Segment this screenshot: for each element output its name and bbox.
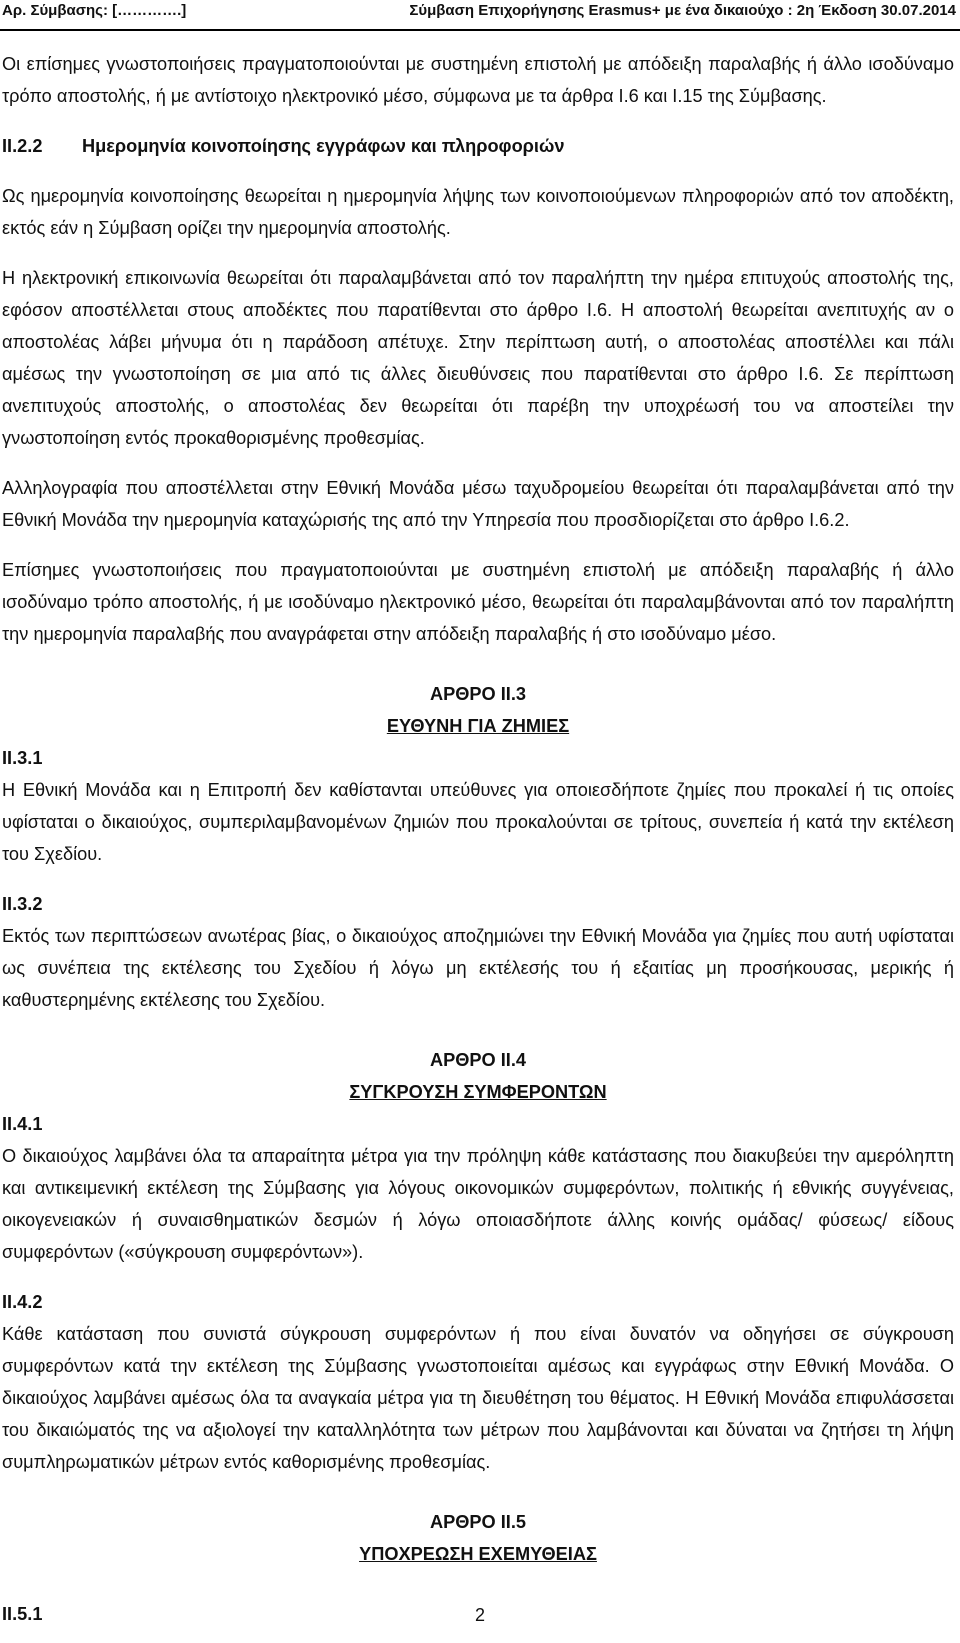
article-ii-4-title: ΑΡΘΡΟ II.4: [429, 1050, 527, 1070]
clause-ii-5-1-number: II.5.1: [2, 1604, 43, 1624]
clause-ii-3-1-number: II.3.1: [2, 748, 43, 768]
article-ii-5-title: ΑΡΘΡΟ II.5: [429, 1512, 527, 1532]
document-body: [2, 48, 954, 1630]
clause-ii-4-1-text: Ο δικαιούχος λαμβάνει όλα τα απαραίτητα μέτρα για την πρόληψη κάθε κατάστασης που διακυβεύει την αμερόληπτη και αντικειμενική εκτέλεση της Σύμβασης για λόγους οικονομικών συμφερόντων, πολιτικής ή εθνικής συγγένειας, οικογενειακών ή συναισθηματικών δεσμών ή λόγω οποιασδήποτε άλλης κοινής ομάδας/ φύσεως/ είδους συμφερόντων («σύγκρουση συμφερόντων»).: [2, 1146, 954, 1262]
page-header: [2, 2, 956, 22]
paragraph-official-notifications: Οι επίσημες γνωστοποιήσεις πραγματοποιούνται με συστημένη επιστολή με απόδειξη παραλαβής ή άλλο ισοδύναμο τρόπο αποστολής, ή με αντίστοιχο ηλεκτρονικό μέσο, σύμφωνα με τα άρθρα I.6 και I.15 της Σύμβασης.: [2, 54, 954, 106]
section-heading-ii-2-2: [2, 130, 954, 162]
article-ii-4-subtitle: ΣΥΓΚΡΟΥΣΗ ΣΥΜΦΕΡΟΝΤΩΝ: [349, 1082, 607, 1102]
page-number: 2: [474, 1605, 485, 1625]
paragraph-postal-mail: Αλληλογραφία που αποστέλλεται στην Εθνική Μονάδα μέσω ταχυδρομείου θεωρείται ότι παραλαμβάνεται από την Εθνική Μονάδα την ημερομηνία καταχώρισής της από την Υπηρεσία που προσδιορίζεται στο άρθρο I.6.2.: [2, 478, 954, 530]
clause-ii-3-2-text: Εκτός των περιπτώσεων ανωτέρας βίας, ο δικαιούχος αποζημιώνει την Εθνική Μονάδα για ζημίες που αυτή υφίσταται ως συνέπεια της εκτέλεσης του Σχεδίου ή λόγω μη εκτέλεσής του ή εξαιτίας μη προσήκουσας, μερικής ή καθυστερημένης εκτέλεσης του Σχεδίου.: [2, 926, 954, 1010]
section-number: II.2.2: [2, 136, 43, 156]
article-ii-3-title: ΑΡΘΡΟ II.3: [429, 684, 527, 704]
paragraph-registered-letter: Επίσημες γνωστοποιήσεις που πραγματοποιούνται με συστημένη επιστολή με απόδειξη παραλαβής ή άλλο ισοδύναμο τρόπο αποστολής, ή με ισοδύναμο ηλεκτρονικό μέσο, θεωρείται ότι παραλαμβάνονται από τον παραλήπτη την ημερομηνία παραλαβής που αναγράφεται στην απόδειξη παραλαβής ή στο ισοδύναμο μέσο.: [2, 560, 954, 644]
clause-ii-3-1-text: Η Εθνική Μονάδα και η Επιτροπή δεν καθίστανται υπεύθυνες για οποιεσδήποτε ζημίες που προκαλεί ή τις οποίες υφίσταται ο δικαιούχος, συμπεριλαμβανομένων ζημιών που προκαλούνται σε τρίτους, συνεπεία ή κατά την εκτέλεση του Σχεδίου.: [2, 780, 954, 864]
article-ii-3-subtitle: ΕΥΘΥΝΗ ΓΙΑ ΖΗΜΙΕΣ: [386, 716, 570, 736]
article-ii-5-subtitle: ΥΠΟΧΡΕΩΣΗ ΕΧΕΜΥΘΕΙΑΣ: [359, 1544, 597, 1564]
paragraph-notification-date: Ως ημερομηνία κοινοποίησης θεωρείται η ημερομηνία λήψης των κοινοποιούμενων πληροφοριών από τον αποδέκτη, εκτός εάν η Σύμβαση ορίζει την ημερομηνία αποστολής.: [2, 186, 954, 238]
clause-ii-4-2-number: II.4.2: [2, 1292, 43, 1312]
paragraph-electronic-communication: Η ηλεκτρονική επικοινωνία θεωρείται ότι παραλαμβάνεται από τον παραλήπτη την ημέρα επιτυχούς αποστολής της, εφόσον αποστέλλεται στους αποδέκτες που παρατίθενται στο άρθρο I.6. Η αποστολή θεωρείται ανεπιτυχής αν ο αποστολέας λάβει μήνυμα ότι η παράδοση απέτυχε. Στην περίπτωση αυτή, ο αποστολέας αποστέλλει και πάλι αμέσως την γνωστοποίηση σε μια από τις άλλες διευθύνσεις που παρατίθενται στο άρθρο I.6. Σε περίπτωση ανεπιτυχούς αποστολής, ο αποστολέας δεν θεωρείται ότι παρέβη την υποχρέωσή του να αποστείλει την γνωστοποίηση εντός προκαθορισμένης προθεσμίας.: [2, 268, 954, 448]
section-title: Ημερομηνία κοινοποίησης εγγράφων και πληροφοριών: [82, 136, 565, 156]
clause-ii-4-2-text: Κάθε κατάσταση που συνιστά σύγκρουση συμφερόντων ή που είναι δυνατόν να οδηγήσει σε σύγκρουση συμφερόντων κατά την εκτέλεση της Σύμβασης γνωστοποιείται αμέσως και εγγράφως στην Εθνική Μονάδα. Ο δικαιούχος λαμβάνει αμέσως όλα τα αναγκαία μέτρα για τη διευθέτηση του θέματος. Η Εθνική Μονάδα επιφυλάσσεται του δικαιώματός της να αξιολογεί την καταλληλότητα των μέτρων που λαμβάνονται και δύναται να ζητήσει τη λήψη συμπληρωματικών μέτρων εντός καθορισμένης προθεσμίας.: [2, 1324, 954, 1472]
contract-number: Αρ. Σύμβασης: [………….]: [2, 2, 187, 19]
clause-ii-4-1-number: II.4.1: [2, 1114, 43, 1134]
contract-title: Σύμβαση Επιχορήγησης Erasmus+ με ένα δικαιούχο : 2η Έκδοση 30.07.2014: [409, 2, 956, 19]
clause-ii-3-2-number: II.3.2: [2, 894, 43, 914]
header-divider: [0, 29, 960, 31]
